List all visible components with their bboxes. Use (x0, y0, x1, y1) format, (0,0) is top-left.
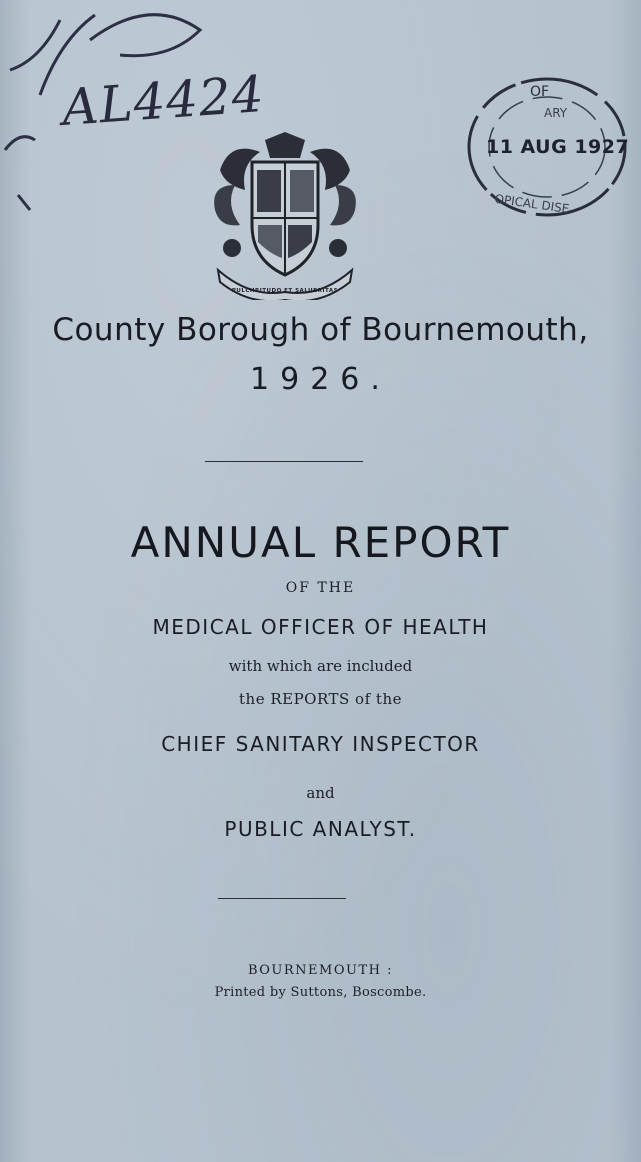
report-heading: ANNUAL REPORT (130, 518, 511, 567)
imprint-city: BOURNEMOUTH : (247, 963, 393, 978)
divider (218, 898, 346, 899)
stamp-arc-bottom: OPICAL DISE (493, 191, 571, 217)
borough-title: County Borough of Bournemouth, (52, 312, 589, 348)
imprint-printer: Printed by Suttons, Boscombe. (214, 985, 427, 1000)
officer-line: MEDICAL OFFICER OF HEALTH (152, 615, 489, 639)
stamp-date: 11 AUG 1927 (486, 136, 630, 158)
analyst-line: PUBLIC ANALYST. (224, 817, 417, 841)
crest-motto: PULCHRITUDO ET SALUBRITAS (231, 288, 339, 294)
stamp-arc-mid: ARY (544, 106, 568, 120)
and-line: and (306, 784, 335, 802)
coat-of-arms-icon (210, 130, 360, 300)
with-included-line: with which are included (228, 657, 413, 675)
handwritten-scribble-icon (0, 0, 230, 230)
of-the-line: OF THE (285, 580, 356, 596)
reports-line: the REPORTS of the (239, 690, 402, 708)
inspector-line: CHIEF SANITARY INSPECTOR (161, 732, 480, 756)
divider (205, 461, 363, 462)
report-year: 1926. (250, 362, 391, 397)
handwritten-reference: AL4424 (60, 65, 267, 137)
stamp-arc-top: OF (530, 84, 550, 100)
